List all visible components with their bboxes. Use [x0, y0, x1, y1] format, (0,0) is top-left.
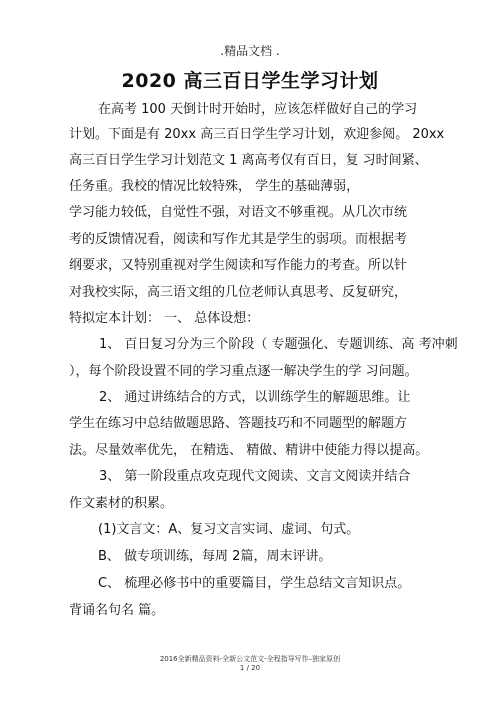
body-line: 特拟定本计划： 一、 总体设想： [69, 311, 260, 326]
body-line: 学习能力较低，自觉性不强，对语文不够重视。从几次市统 [69, 205, 408, 220]
body-line: 作文素材的积累。 [69, 496, 174, 511]
header-label: .精品文档 . [220, 44, 280, 58]
body-line: 3、 第一阶段重点攻克现代文阅读、文言文阅读并结合 [99, 469, 411, 484]
body-line: 纲要求，又特别重视对学生阅读和写作能力的考查。所以针 [69, 258, 408, 273]
body-line: (1)文言文：A、复习文言实词、虚词、句式。 [98, 522, 360, 537]
footer-text: 2016全新精品资料-全新公文范文-全程指导写作–独家原创 [159, 655, 341, 663]
body-line: 计划。下面是有 20xx 高三百日学生学习计划，欢迎参阅。 20xx [69, 127, 445, 142]
body-line: 任务重。我校的情况比较特殊， 学生的基础薄弱， [69, 179, 360, 194]
body-line: 2、 通过讲练结合的方式，以训练学生的解题思维。让 [99, 390, 411, 405]
body-line: 背诵名句名 篇。 [69, 603, 165, 618]
body-line: ），每个阶段设置不同的学习重点逐一解决学生的学 习问题。 [69, 364, 418, 379]
document-title: 2020 高三百日学生学习计划 [121, 70, 379, 92]
body-line: C、 梳理必修书中的重要篇目，学生总结文言知识点。 [98, 576, 411, 591]
body-line: 法。尽量效率优先， 在精选、 精做、精讲中使能力得以提高。 [69, 443, 429, 458]
body-line: B、 做专项训练，每周 2篇，周末评讲。 [98, 549, 332, 564]
body-line: 考的反馈情况看，阅读和写作尤其是学生的弱项。而根据考 [69, 232, 408, 247]
page-number: 1 / 20 [239, 664, 261, 672]
body-line: 学生在练习中总结做题思路、答题技巧和不同题型的解题方 [69, 416, 408, 431]
body-line: 对我校实际，高三语文组的几位老师认真思考、反复研究， [69, 285, 408, 300]
body-line: 高三百日学生学习计划范文 1 离高考仅有百日，复 习时间紧、 [69, 153, 428, 168]
body-line: 1、 百日复习分为三个阶段（ 专题强化、专题训练、高 考冲刺 [99, 337, 458, 352]
body-line: 在高考 100 天倒计时开始时，应该怎样做好自己的学习 [98, 102, 418, 117]
